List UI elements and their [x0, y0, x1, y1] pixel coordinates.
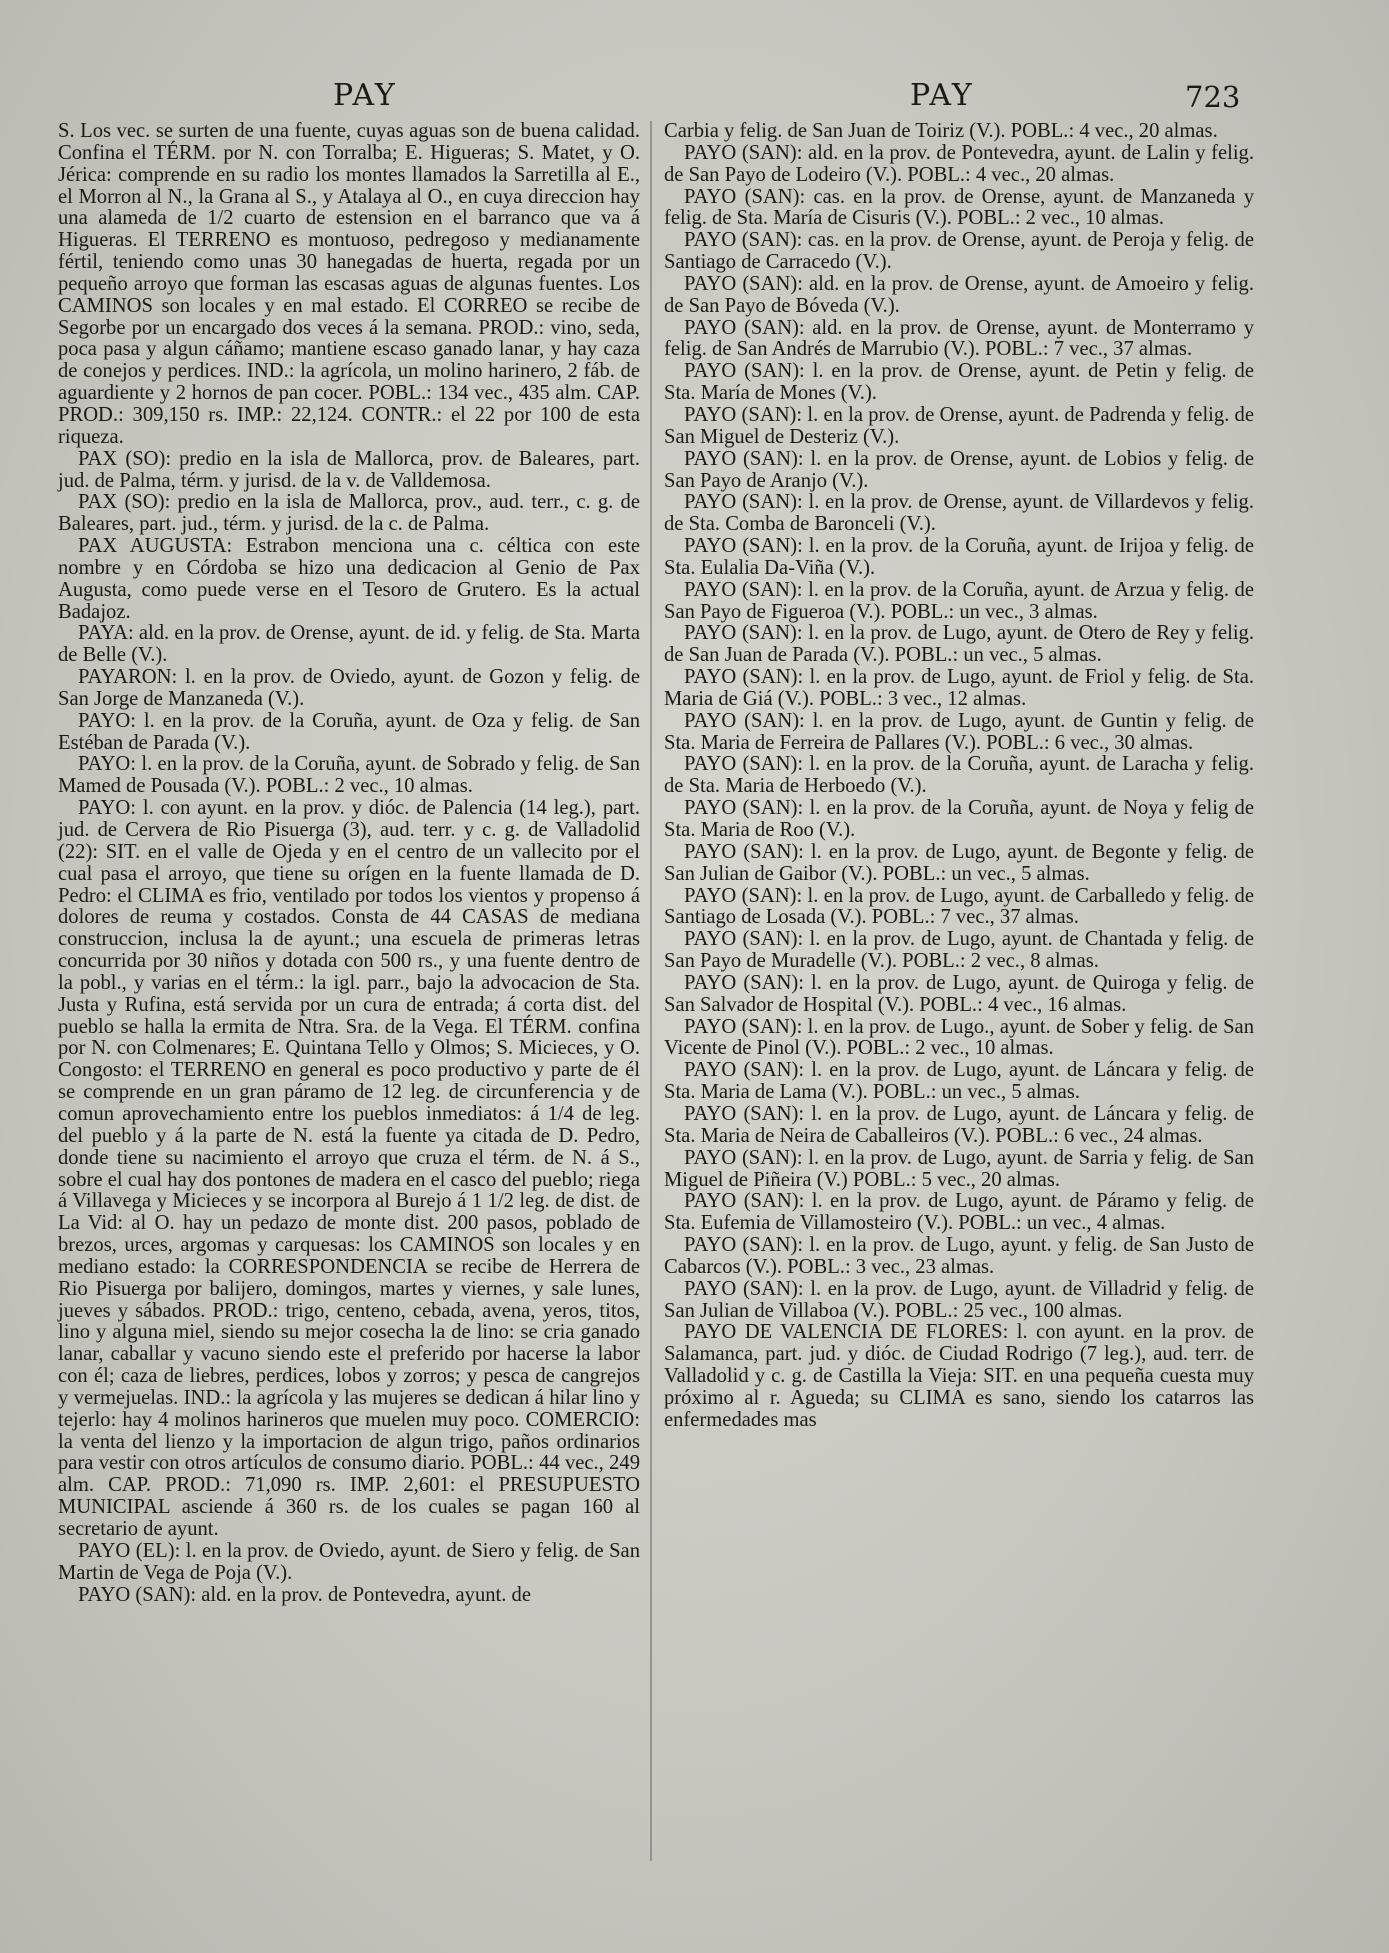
- entry-paragraph: PAYO (SAN): l. en la prov. de Lugo, ayunt. de Sarria y felig. de San Miguel de Piñeira (V.) POBL.: 5 vec., 20 almas.: [664, 1146, 1254, 1191]
- entry-paragraph: PAYO (SAN): l. en la prov. de Orense, ayunt. de Lobios y felig. de San Payo de Aranjo (V.).: [664, 447, 1254, 492]
- entry-paragraph: PAYO (SAN): l. en la prov. de Lugo, ayunt. de Villadrid y felig. de San Julian de Villaboa (V.). POBL.: 25 vec., 100 almas.: [664, 1277, 1254, 1322]
- right-column: [664, 121, 1254, 1432]
- entry-paragraph: PAYO (SAN): l. en la prov. de Lugo, ayunt. de Friol y felig. de Sta. Maria de Giá (V.). POBL.: 3 vec., 12 almas.: [664, 666, 1254, 710]
- entry-paragraph: PAYO (SAN): l. en la prov. de Lugo, ayunt. de Láncara y felig. de Sta. Maria de Neira de Caballeiros (V.). POBL.: 6 vec., 24 almas.: [664, 1102, 1254, 1147]
- column-divider: [650, 121, 652, 1861]
- entry-paragraph: PAYO (SAN): l. en la prov. de Lugo, ayunt. de Láncara y felig. de Sta. Maria de Lama (V.). POBL.: un vec., 5 almas.: [664, 1059, 1254, 1104]
- entry-paragraph: PAYO (SAN): l. en la prov. de Lugo, ayunt. de Guntin y felig. de Sta. Maria de Ferreira de Pallares (V.). POBL.: 6 vec., 30 almas.: [664, 709, 1254, 754]
- entry-paragraph: PAYO (SAN): l. en la prov. de la Coruña, ayunt. de Laracha y felig. de Sta. Maria de Herboedo (V.).: [664, 753, 1254, 798]
- entry-paragraph: PAYO (SAN): ald. en la prov. de Orense, ayunt. de Monterramo y felig. de San Andrés de Marrubio (V.). POBL.: 7 vec., 37 almas.: [664, 316, 1254, 361]
- running-head-right: PAY: [910, 78, 974, 113]
- entry-paragraph: Carbia y felig. de San Juan de Toiriz (V.). POBL.: 4 vec., 20 almas.: [664, 120, 1218, 142]
- entry-paragraph: PAYO (SAN): l. en la prov. de Lugo, ayunt. de Quiroga y felig. de San Salvador de Hospital (V.). POBL.: 4 vec., 16 almas.: [664, 971, 1254, 1016]
- entry-paragraph: PAYA: ald. en la prov. de Orense, ayunt. de id. y felig. de Sta. Marta de Belle (V.).: [58, 622, 640, 667]
- entry-paragraph: PAYO (EL): l. en la prov. de Oviedo, ayunt. de Siero y felig. de San Martin de Vega de Poja (V.).: [58, 1539, 640, 1584]
- entry-paragraph: PAYO: l. con ayunt. en la prov. y dióc. de Palencia (14 leg.), part. jud. de Cervera de Rio Pisuerga (3), aud. terr. y c. g. de Valladolid (22): SIT. en el valle de Ojeda y en el centro de un vallecito por el cual pasa el arroyo, que tiene su orígen en la fuente llamada de D. Pedro: el CLIMA es frio, ventilado por todos los vientos y propenso á dolores de reuma y costados. Consta de 44 CASAS de mediana construccion, inclusa la de ayunt.; una escuela de primeras letras concurrida por 30 niños y dotada con 500 rs., y una fuente dentro de la pobl., y varias en el térm.: la igl. parr., bajo la advocacion de Sta. Justa y Rufina, está servida por un cura de entrada; á corta dist. del pueblo se halla la ermita de Ntra. Sra. de la Vega. El TÉRM. confina por N. con Colmenares; E. Quintana Tello y Olmos; S. Micieces, y O. Congosto: el TERRENO en general es poco productivo y parte de él se comprende en un gran páramo de 12 leg. de circunferencia y de comun aprovechamiento entre los pueblos inmediatos: á 1/4 de leg. del pueblo y á la parte de N. está la fuente ya citada de D. Pedro, donde tiene su nacimiento el arroyo que cruza el térm. de N. á S., sobre el cual hay dos pontones de madera en el casco del pueblo; riega á Villavega y Micieces y se incorpora al Burejo á 1 1/2 leg. de dist. de La Vid: al O. hay un pedazo de monte dist. 200 pasos, poblado de brezos, urces, argomas y carquesas: los CAMINOS son locales y en mediano estado: la CORRESPONDENCIA se recibe de Herrera de Rio Pisuerga por balijero, domingos, martes y viernes, y sale lunes, jueves y sábados. PROD.: trigo, centeno, cebada, avena, yeros, titos, lino y alguna miel, siendo su mejor cosecha la de lino: se cria ganado lanar, caballar y vacuno siendo este el preferido por hacerse la labor con él; caza de liebres, perdices, lobos y zorros; y pesca de cangrejos y vermejuelas. IND.: la agrícola y las mujeres se dedican á hilar lino y tejerlo: hay 4 molinos harineros que muelen muy poco. COMERCIO: la venta del lienzo y la importacion de algun trigo, paños ordinarios para vestir con otros artículos de consumo diario. POBL.: 44 vec., 249 alm. CAP. PROD.: 71,090 rs. IMP. 2,601: el PRESUPUESTO MUNICIPAL asciende á 360 rs. de los cuales se pagan 160 al secretario de ayunt.: [58, 797, 640, 1540]
- entry-paragraph: PAYO (SAN): l. en la prov. de Lugo, ayunt. de Carballedo y felig. de Santiago de Losada (V.). POBL.: 7 vec., 37 almas.: [664, 884, 1254, 929]
- entry-paragraph: PAYO (SAN): l. en la prov. de Orense, ayunt. de Villardevos y felig. de Sta. Comba de Baronceli (V.).: [664, 491, 1254, 536]
- entry-paragraph: PAYO: l. en la prov. de la Coruña, ayunt. de Oza y felig. de San Estéban de Parada (V.).: [58, 709, 640, 754]
- entry-paragraph: PAYO (SAN): ald. en la prov. de Orense, ayunt. de Amoeiro y felig. de San Payo de Bóveda (V.).: [664, 272, 1254, 317]
- entry-paragraph: PAYO: l. en la prov. de la Coruña, ayunt. de Sobrado y felig. de San Mamed de Pousada (V.). POBL.: 2 vec., 10 almas.: [58, 753, 640, 798]
- entry-paragraph: PAYO (SAN): l. en la prov. de Lugo, ayunt. y felig. de San Justo de Cabarcos (V.). POBL.: 3 vec., 23 almas.: [664, 1234, 1254, 1278]
- entry-paragraph: PAYO (SAN): l. en la prov. de Lugo, ayunt. de Otero de Rey y felig. de San Juan de Parada (V.). POBL.: un vec., 5 almas.: [664, 622, 1254, 667]
- page-header: [0, 78, 1389, 118]
- entry-paragraph: PAYO (SAN): l. en la prov. de la Coruña, ayunt. de Noya y felig de Sta. Maria de Roo (V.).: [664, 797, 1254, 841]
- entry-paragraph: PAYO (SAN): l. en la prov. de Orense, ayunt. de Padrenda y felig. de San Miguel de Desteriz (V.).: [664, 403, 1254, 448]
- entry-paragraph: PAYO (SAN): l. en la prov. de Lugo, ayunt. de Chantada y felig. de San Payo de Muradelle (V.). POBL.: 2 vec., 8 almas.: [664, 928, 1254, 973]
- entry-paragraph: PAYO (SAN): l. en la prov. de la Coruña, ayunt. de Irijoa y felig. de Sta. Eulalia Da-Viña (V.).: [664, 535, 1254, 579]
- entry-paragraph: PAYO (SAN): l. en la prov. de la Coruña, ayunt. de Arzua y felig. de San Payo de Figueroa (V.). POBL.: un vec., 3 almas.: [664, 578, 1254, 623]
- left-column: [58, 121, 640, 1606]
- page-number: 723: [1185, 80, 1241, 114]
- entry-paragraph: PAYO (SAN): cas. en la prov. de Orense, ayunt. de Manzaneda y felig. de Sta. María de Cisuris (V.). POBL.: 2 vec., 10 almas.: [664, 185, 1254, 230]
- entry-paragraph: PAYO DE VALENCIA DE FLORES: l. con ayunt. en la prov. de Salamanca, part. jud. y dióc. de Ciudad Rodrigo (7 leg.), aud. terr. de Valladolid y c. g. de Castilla la Vieja: SIT. en una pequeña cuesta muy próximo al r. Agueda; su CLIMA es sano, siendo los catarros las enfermedades mas: [664, 1321, 1254, 1431]
- entry-paragraph: PAYO (SAN): cas. en la prov. de Orense, ayunt. de Peroja y felig. de Santiago de Carracedo (V.).: [664, 229, 1254, 274]
- entry-paragraph: PAYARON: l. en la prov. de Oviedo, ayunt. de Gozon y felig. de San Jorge de Manzaneda (V.).: [58, 666, 640, 710]
- entry-paragraph: PAYO (SAN): l. en la prov. de Orense, ayunt. de Petin y felig. de Sta. María de Mones (V.).: [664, 360, 1254, 405]
- entry-paragraph: PAX (SO): predio en la isla de Mallorca, prov. de Baleares, part. jud. de Palma, térm. y jurisd. de la v. de Valldemosa.: [58, 447, 640, 492]
- entry-paragraph: S. Los vec. se surten de una fuente, cuyas aguas son de buena calidad. Confina el TÉRM. por N. con Torralba; E. Higueras; S. Matet, y O. Jérica: comprende en su radio los montes llamados la Sarretilla al E., el Morron al N., la Grana al S., y Atalaya al O., en cuya direccion hay una alameda de 1/2 cuarto de estension en el barranco que va á Higueras. El TERRENO es montuoso, pedregoso y medianamente fértil, teniendo como unas 30 hanegadas de huerta, regada por un pequeño arroyo que forman las escasas aguas de algunas fuentes. Los CAMINOS son locales y en mal estado. El CORREO se recibe de Segorbe por un encargado dos veces á la semana. PROD.: vino, seda, poca pasa y algun cáñamo; mantiene escaso ganado lanar, y hay caza de conejos y perdices. IND.: la agrícola, un molino harinero, 2 fáb. de aguardiente y 2 hornos de pan cocer. POBL.: 134 vec., 435 alm. CAP. PROD.: 309,150 rs. IMP.: 22,124. CONTR.: el 22 por 100 de esta riqueza.: [58, 120, 640, 448]
- entry-paragraph: PAYO (SAN): ald. en la prov. de Pontevedra, ayunt. de: [78, 1583, 531, 1606]
- entry-paragraph: PAX (SO): predio en la isla de Mallorca, prov., aud. terr., c. g. de Baleares, part. jud., térm. y jurisd. de la c. de Palma.: [58, 491, 640, 536]
- entry-paragraph: PAYO (SAN): l. en la prov. de Lugo., ayunt. de Sober y felig. de San Vicente de Pinol (V.). POBL.: 2 vec., 10 almas.: [664, 1015, 1254, 1060]
- entry-paragraph: PAYO (SAN): l. en la prov. de Lugo, ayunt. de Begonte y felig. de San Julian de Gaibor (V.). POBL.: un vec., 5 almas.: [664, 840, 1254, 885]
- entry-paragraph: PAX AUGUSTA: Estrabon menciona una c. céltica con este nombre y en Córdoba se hizo una dedicacion al Genio de Pax Augusta, como puede verse en el Tesoro de Grutero. Es la actual Badajoz.: [58, 535, 640, 623]
- entry-paragraph: PAYO (SAN): l. en la prov. de Lugo, ayunt. de Páramo y felig. de Sta. Eufemia de Villamosteiro (V.). POBL.: un vec., 4 almas.: [664, 1190, 1254, 1235]
- running-head-left: PAY: [333, 78, 397, 113]
- entry-paragraph: PAYO (SAN): ald. en la prov. de Pontevedra, ayunt. de Lalin y felig. de San Payo de Lodeiro (V.). POBL.: 4 vec., 20 almas.: [664, 141, 1254, 186]
